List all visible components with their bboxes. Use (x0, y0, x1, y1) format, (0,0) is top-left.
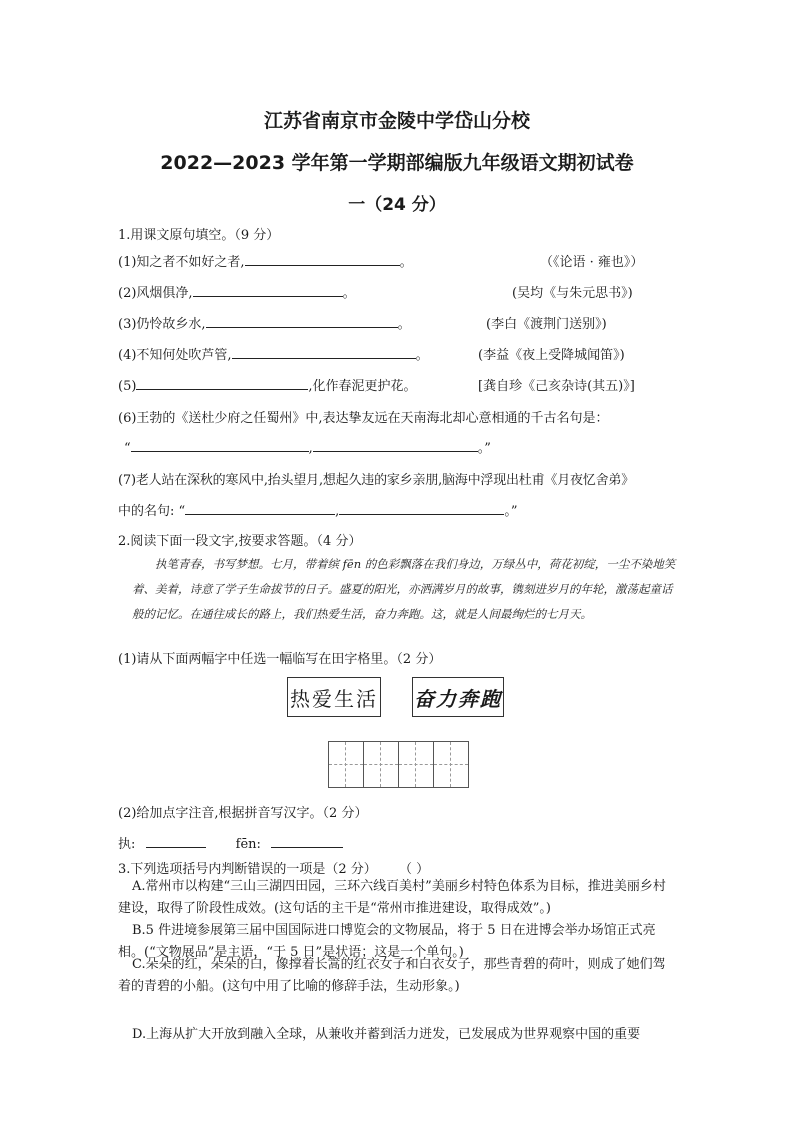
q1-item-5 (118, 375, 417, 394)
q1-item-3-text: (3)仍怜故乡水, (118, 317, 206, 332)
grid-cell[interactable] (399, 742, 434, 788)
answer-blank[interactable] (136, 388, 308, 390)
open-quote: “ (124, 441, 131, 456)
q1-item-1 (118, 251, 413, 270)
q3-title-row (118, 858, 429, 877)
q1-item-7-answer (118, 500, 517, 519)
q1-item-1-text: (1)知之者不如好之者, (118, 255, 245, 270)
q2-sub2: (2)给加点字注音,根据拼音写汉字。（2 分） (118, 806, 368, 821)
q1-item-4-source: (李益《夜上受降城闻笛》) (478, 348, 625, 363)
q3-option-d: D.上海从扩大开放到融入全球，从兼收并蓄到活力迸发，已发展成为世界观察中国的重要 (132, 1027, 641, 1042)
q3-title: 3.下列选项括号内判断错误的一项是（2 分） (118, 862, 377, 877)
q2-title: 2.阅读下面一段文字,按要求答题。（4 分） (118, 534, 362, 549)
comma: , (308, 441, 313, 456)
q1-item-5-end: ,化作春泥更护花。 (308, 379, 417, 394)
answer-blank[interactable] (193, 295, 343, 297)
grid-cell[interactable] (434, 742, 469, 788)
grid-cell[interactable] (364, 742, 399, 788)
answer-paren[interactable]: （ ） (398, 862, 430, 877)
q1-item-6-answer (124, 437, 491, 456)
answer-blank[interactable] (206, 326, 398, 328)
q1-item-2-source: (吴均《与朱元思书》) (512, 286, 633, 301)
q1-item-1-source: （《论语 · 雍也》） (540, 255, 644, 270)
school-title: 江苏省南京市金陵中学岱山分校 (263, 110, 530, 132)
q1-item-1-end: 。 (399, 255, 413, 270)
exam-title: 2022—2023 学年第一学期部编版九年级语文期初试卷 (160, 152, 634, 174)
item-7-lead: 中的名句: “ (118, 504, 186, 519)
answer-blank[interactable] (339, 513, 504, 515)
q1-title: 1.用课文原句填空。（9 分） (118, 228, 280, 243)
q2-sub1: (1)请从下面两幅字中任选一幅临写在田字格里。（2 分） (118, 652, 442, 667)
q3-option-b: B.5 件进境参展第三届中国国际进口博览会的文物展品，将于 5 日在进博会举办场馆正式亮相。(“文物展品”是主语，“于 5 日”是状语；这是一个单句。) (118, 923, 656, 960)
pinyin-row (118, 833, 343, 852)
q1-item-7-prompt: (7)老人站在深秋的寒风中,抬头望月,想起久违的家乡亲朋,脑海中浮现出杜甫《月夜忆舍弟》 (118, 473, 635, 488)
close-quote: 。” (477, 441, 491, 456)
grid-cell[interactable] (329, 742, 364, 788)
q1-item-3 (118, 313, 411, 332)
q3-option-a: A.常州市以构建“三山三湖四田园，三环六线百美村”美丽乡村特色体系为目标，推进美丽乡村建设，取得了阶段性成效。(这句话的主干是“常州市推进建设，取得成效”。) (118, 879, 666, 916)
answer-blank[interactable] (146, 846, 206, 848)
answer-blank[interactable] (131, 450, 309, 452)
answer-blank[interactable] (313, 450, 478, 452)
answer-blank[interactable] (271, 846, 343, 848)
q1-item-3-end: 。 (397, 317, 411, 332)
calligraphy-sample-regular: 热爱生活 (287, 677, 381, 717)
q1-item-2 (118, 282, 356, 301)
q1-item-5-text: (5) (118, 379, 137, 394)
q2-passage: 执笔青春，书写梦想。七月，带着缤 fēn 的色彩飘落在我们身边，万绿丛中，荷花初绽，一尘不染地笑着、美着，诗意了学子生命拔节的日子。盛夏的阳光，亦洒满岁月的故事，镌刻进岁月的年轮，激荡起童话般的记忆。在通往成长的路上，我们热爱生活，奋力奔跑。这，就是人间最绚烂的七月天。 (132, 557, 676, 621)
calligraphy-sample-running: 奋力奔跑 (412, 677, 504, 717)
q1-item-4 (118, 344, 429, 363)
q1-item-4-end: 。 (415, 348, 429, 363)
close-quote: 。” (504, 504, 518, 519)
q3-option-c: C.朵朵的红，朵朵的白，像撑着长篙的红衣女子和白衣女子，那些青碧的荷叶，则成了她们驾着的青碧的小船。(这句中用了比喻的修辞手法，生动形象。) (118, 957, 666, 994)
tianzige-grid[interactable] (328, 741, 469, 788)
answer-blank[interactable] (245, 264, 400, 266)
q1-item-3-source: (李白《渡荆门送别》) (486, 317, 607, 332)
q1-item-2-end: 。 (342, 286, 356, 301)
pinyin-label-b: fēn: (235, 837, 261, 852)
answer-blank[interactable] (185, 513, 335, 515)
q1-item-5-source: [龚自珍《己亥杂诗(其五)》] (478, 379, 635, 394)
comma: , (335, 504, 340, 519)
q1-item-4-text: (4)不知何处吹芦管, (118, 348, 232, 363)
answer-blank[interactable] (232, 357, 416, 359)
pinyin-label-a: 执: (118, 837, 136, 852)
q1-item-6-prompt: (6)王勃的《送杜少府之任蜀州》中,表达挚友远在天南海北却心意相通的千古名句是： (118, 411, 609, 426)
q1-item-2-text: (2)风烟俱净, (118, 286, 193, 301)
section-title: 一（24 分） (348, 195, 446, 215)
